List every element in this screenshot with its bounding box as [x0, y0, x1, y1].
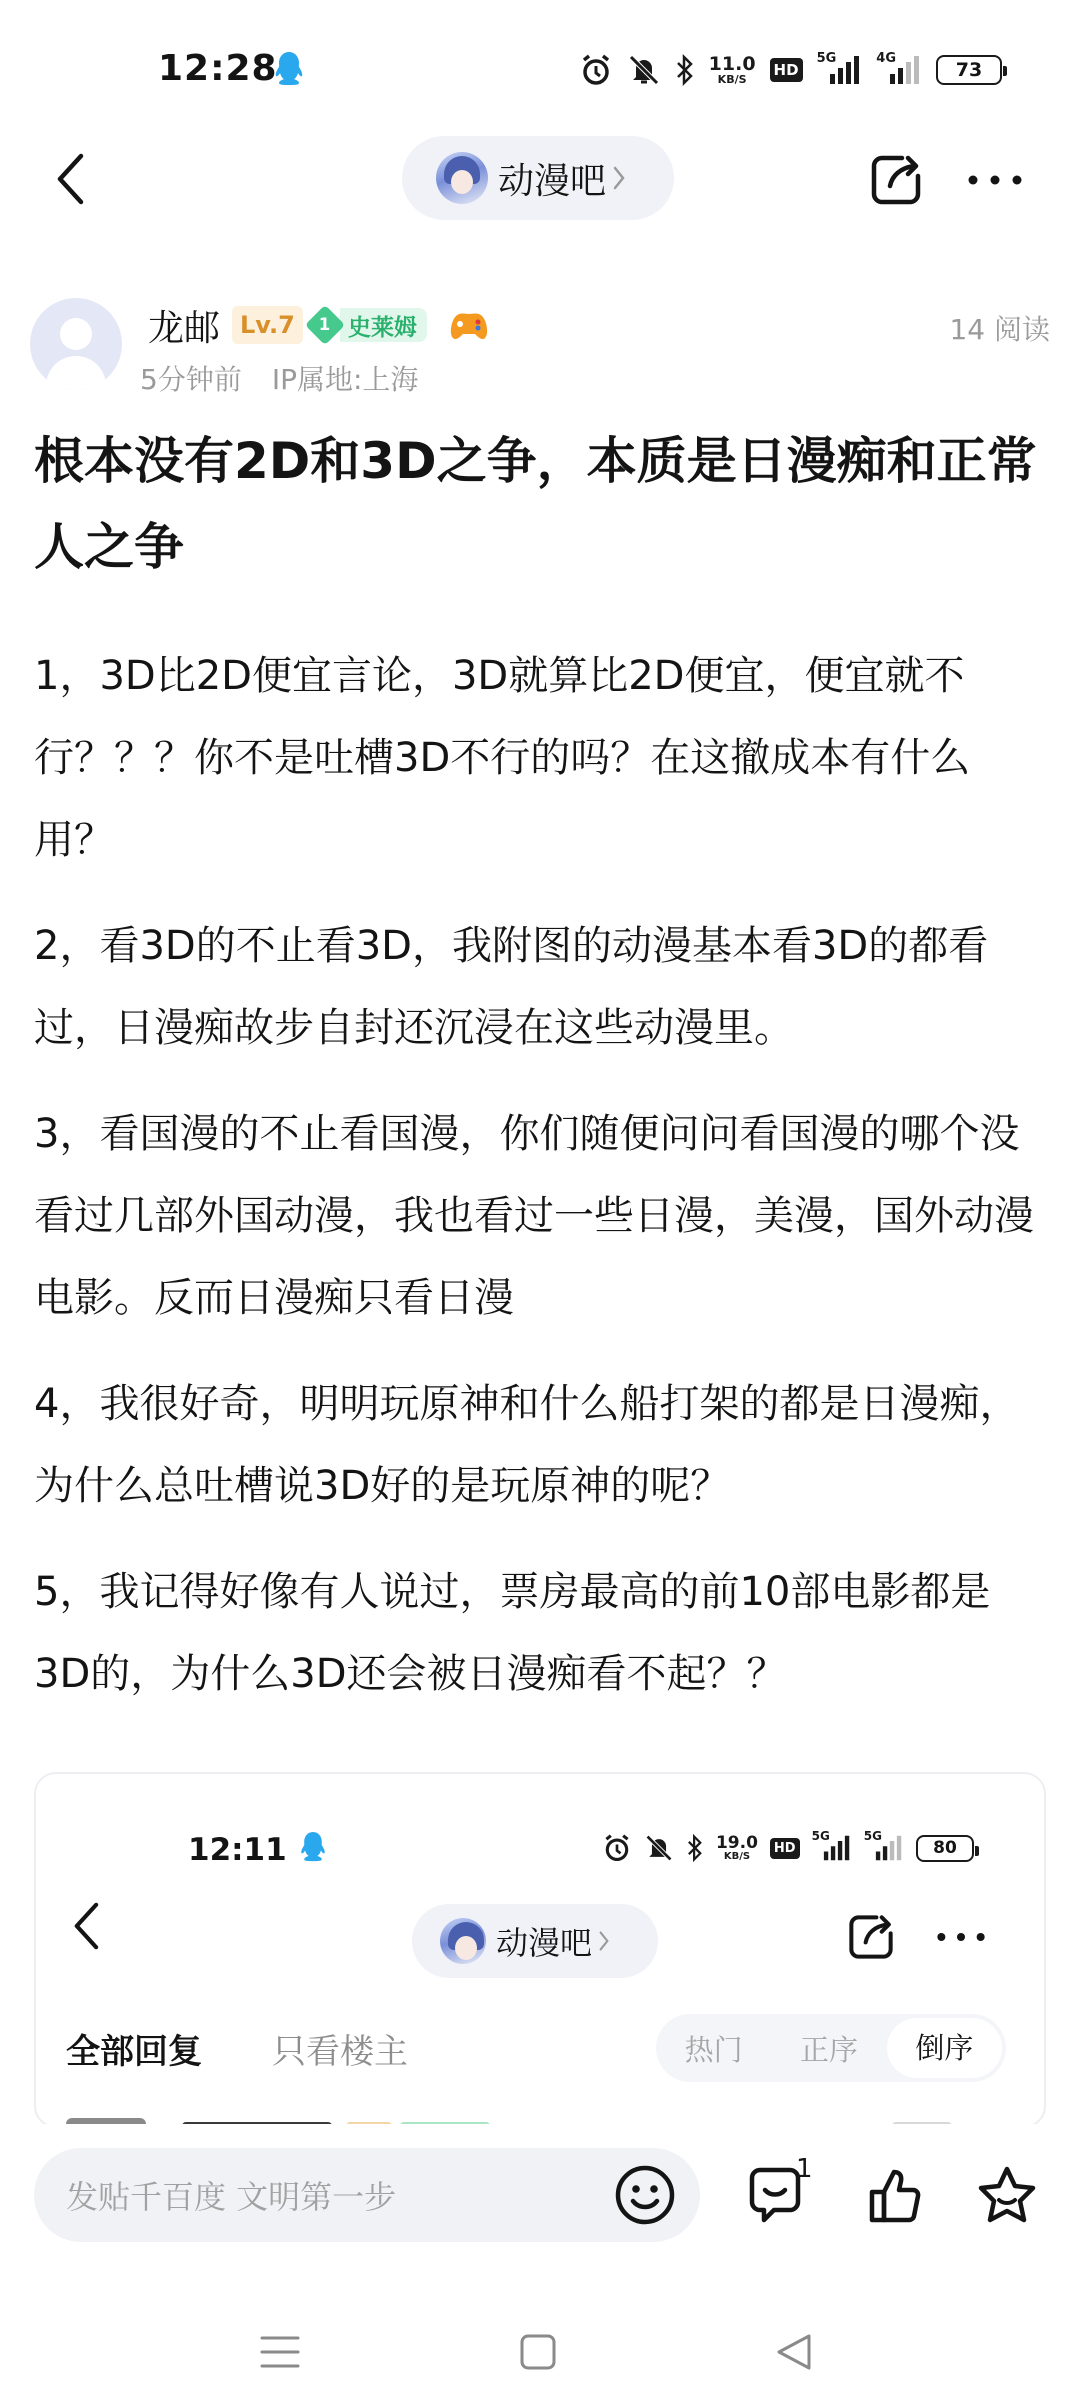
share-button[interactable]: [862, 146, 930, 214]
signal-5g-secondary: [863, 1829, 904, 1862]
more-dots-icon: [936, 1912, 986, 1962]
author-row: [30, 296, 1050, 406]
battery-indicator: 73: [936, 55, 1002, 85]
forum-entry-pill[interactable]: [402, 136, 674, 220]
author-meta: [140, 358, 418, 398]
chevron-left-icon: [72, 1902, 100, 1950]
net-speed-unit: KB/S: [723, 1850, 751, 1862]
forum-avatar: [436, 152, 488, 204]
home-square-icon: [519, 2333, 557, 2371]
more-dots-icon: [967, 174, 1023, 186]
chevron-left-icon: [55, 153, 85, 205]
post-paragraph: 4，我很好奇，明明玩原神和什么船打架的都是日漫痴，为什么总吐槽说3D好的是玩原神的呢？: [34, 1381, 1020, 1509]
sort-descending: 倒序: [887, 2018, 1002, 2078]
star-icon: [976, 2164, 1038, 2226]
signal-5g: [816, 50, 863, 86]
signal-5g-label: 5G: [816, 50, 837, 66]
level-badge: Lv.7: [232, 306, 303, 344]
like-button[interactable]: [860, 2160, 930, 2230]
net-speed: [709, 55, 756, 85]
signal-4g-label: 4G: [876, 50, 896, 66]
status-time: 12:28: [158, 48, 278, 89]
forum-avatar: [440, 1918, 486, 1964]
net-speed: [715, 1832, 758, 1862]
emoji-icon[interactable]: [614, 2164, 676, 2226]
embedded-forum-pill: [412, 1904, 658, 1978]
signal-label: 5G: [811, 1829, 830, 1843]
mute-icon: [627, 53, 661, 87]
battery-indicator: 80: [916, 1835, 974, 1862]
hd-badge: HD: [770, 58, 803, 82]
tab-only-op: 只看楼主: [272, 2032, 408, 2072]
sort-segmented-control: [656, 2014, 1006, 2082]
status-bar: [0, 0, 1080, 140]
tab-all-replies: 全部回复: [66, 2032, 202, 2072]
bluetooth-icon: [675, 53, 695, 87]
sort-ascending: 正序: [799, 2032, 858, 2067]
home-button[interactable]: [508, 2322, 568, 2382]
system-navigation-bar: [0, 2284, 1080, 2400]
post-title: 根本没有2D和3D之争，本质是日漫痴和正常人之争: [34, 432, 1037, 576]
post-paragraph: 5，我记得好像有人说过，票房最高的前10部电影都是3D的，为什么3D还会被日漫痴看不起？？: [34, 1569, 991, 1697]
bottom-action-bar: [0, 2124, 1080, 2264]
signal-5g: [811, 1829, 852, 1862]
game-controller-icon: [448, 308, 490, 342]
chevron-right-icon: [612, 165, 626, 191]
menu-button[interactable]: [250, 2322, 310, 2382]
reply-count: 1: [796, 2154, 813, 2184]
comment-input[interactable]: 发贴千百度 文明第一步: [34, 2148, 700, 2242]
top-nav-bar: [0, 130, 1080, 230]
post-paragraph: 3，看国漫的不止看国漫，你们随便问问看国漫的哪个没看过几部外国动漫，我也看过一些日漫，美漫，国外动漫电影。反而日漫痴只看日漫: [34, 1111, 1034, 1321]
attached-screenshot-image[interactable]: [34, 1772, 1046, 2128]
signal-4g: [876, 50, 922, 86]
author-name[interactable]: 龙邮: [148, 308, 221, 349]
net-speed-unit: KB/S: [717, 73, 747, 86]
qq-icon: [298, 1830, 328, 1864]
fan-badge: [306, 306, 427, 344]
fan-level-number: 1: [319, 315, 331, 335]
qq-icon: [272, 50, 306, 88]
sort-hot: 热门: [684, 2032, 743, 2067]
back-triangle-icon: [775, 2332, 813, 2372]
author-avatar[interactable]: [30, 298, 122, 390]
embedded-status-time: 12:11: [188, 1832, 287, 1868]
signal-label: 5G: [863, 1829, 882, 1843]
status-icons: [579, 50, 1002, 90]
post-paragraph: 2，看3D的不止看3D，我附图的动漫基本看3D的都看过，日漫痴故步自封还沉浸在这些动漫里。: [34, 923, 989, 1051]
chevron-right-icon: [598, 1930, 610, 1952]
alarm-icon: [602, 1833, 632, 1863]
post-paragraph: 1，3D比2D便宜言论，3D就算比2D便宜，便宜就不行？？？你不是吐槽3D不行的吗？在这撤成本有什么用？: [34, 653, 971, 863]
share-icon: [846, 1912, 896, 1962]
net-speed-value: 11.0: [708, 53, 756, 75]
thumbs-up-icon: [864, 2164, 926, 2226]
forum-name: 动漫吧: [498, 160, 607, 202]
read-count: 14 阅读: [949, 313, 1050, 346]
mute-icon: [644, 1833, 674, 1863]
hd-badge: HD: [770, 1838, 800, 1859]
fan-title: 史莱姆: [340, 308, 427, 342]
menu-icon: [260, 2334, 300, 2370]
system-back-button[interactable]: [764, 2322, 824, 2382]
post-time: 5分钟前: [140, 363, 242, 396]
embedded-status-icons: [602, 1830, 974, 1866]
alarm-icon: [579, 53, 613, 87]
favorite-button[interactable]: [972, 2160, 1042, 2230]
more-options-button[interactable]: [960, 146, 1030, 214]
ip-location: IP属地:上海: [271, 363, 419, 396]
net-speed-value: 19.0: [715, 1832, 758, 1853]
post-body: [34, 635, 1044, 1739]
bluetooth-icon: [686, 1833, 704, 1863]
back-button[interactable]: [40, 142, 100, 216]
forum-name: 动漫吧: [496, 1924, 593, 1962]
share-icon: [868, 152, 924, 208]
